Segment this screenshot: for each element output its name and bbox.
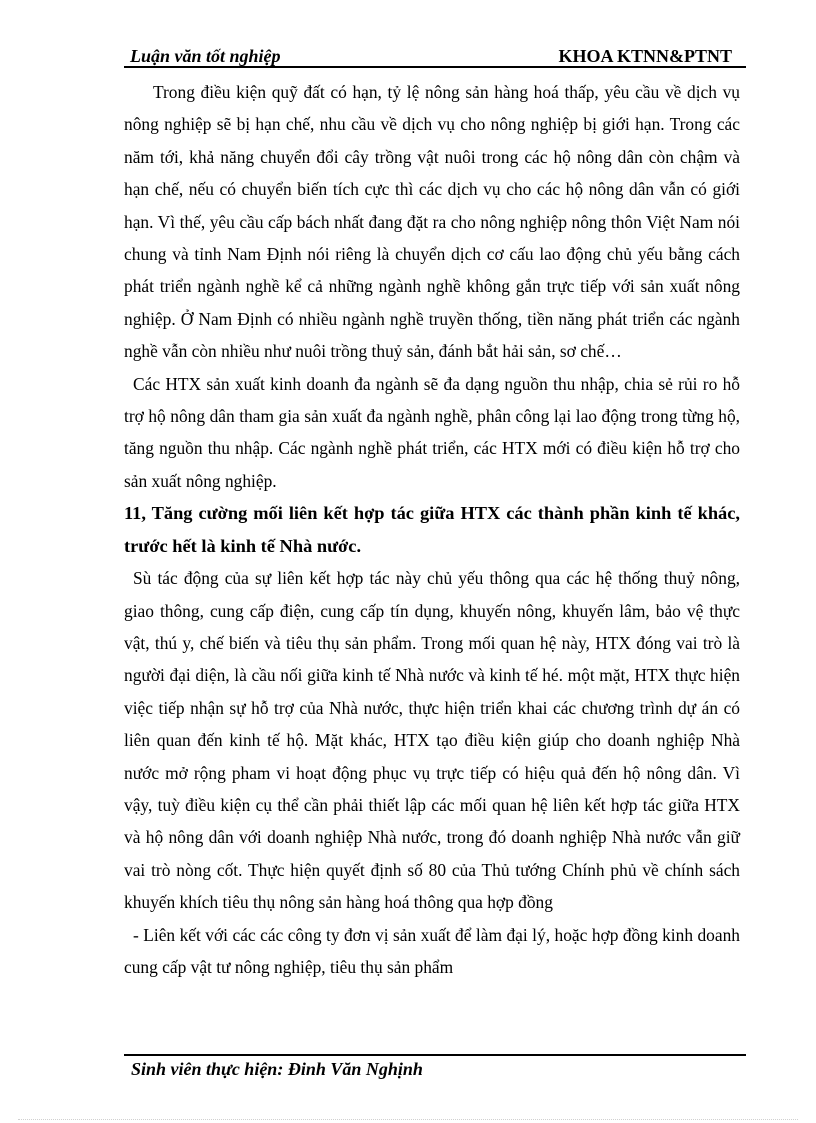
header-rule bbox=[124, 66, 746, 68]
body-paragraph-4: - Liên kết với các các công ty đơn vị sản xuất để làm đại lý, hoặc hợp đồng kinh doanh cung cấp vật tư nông nghiệp, tiêu thụ sản phẩm bbox=[124, 924, 740, 977]
page-edge-divider bbox=[18, 1119, 798, 1120]
footer-author: Sinh viên thực hiện: Đinh Văn Nghịnh bbox=[131, 1059, 423, 1079]
header-thesis-title: Luận văn tốt nghiệp bbox=[130, 46, 281, 66]
page-body bbox=[124, 76, 740, 983]
section-heading: 11, Tăng cường mối liên kết hợp tác giữa HTX các thành phần kinh tế khác, trước hết là kinh tế Nhà nước. bbox=[124, 503, 740, 556]
body-paragraph-3: Sù tác động của sự liên kết hợp tác này chủ yếu thông qua các hệ thống thuỷ nông, giao thông, cung cấp điện, cung cấp tín dụng, khuyến nông, khuyến lâm, bảo vệ thực vật, thú y, chế biến và tiêu thụ sản phẩm. Trong mối quan hệ này, HTX đóng vai trò là người đại diện, là cầu nối giữa kinh tế Nhà nước và kinh tế hé. một mặt, HTX thực hiện việc tiếp nhận sự hỗ trợ của Nhà nước, thực hiện triển khai các chương trình dự án có liên quan đến kinh tế hộ. Mặt khác, HTX tạo điều kiện giúp cho doanh nghiệp Nhà nước mở rộng pham vi hoạt động phục vụ trực tiếp có hiệu quả đến hộ nông dân. Vì vậy, tuỳ điều kiện cụ thể cần phải thiết lập các mối quan hệ liên kết hợp tác giữa HTX và hộ nông dân với doanh nghiệp Nhà nước, trong đó doanh nghiệp Nhà nước vẫn giữ vai trò nòng cốt. Thực hiện quyết định số 80 của Thủ tướng Chính phủ về chính sách khuyến khích tiêu thụ nông sản hàng hoá thông qua hợp đồng bbox=[124, 568, 740, 913]
header-faculty: KHOA KTNN&PTNT bbox=[558, 46, 732, 66]
body-paragraph-1: Trong điều kiện quỹ đất có hạn, tỷ lệ nông sản hàng hoá thấp, yêu cầu về dịch vụ nông nghiệp sẽ bị hạn chế, nhu cầu về dịch vụ cho nông nghiệp bị giới hạn. Trong các năm tới, khả năng chuyển đổi cây trồng vật nuôi trong các hộ nông dân còn chậm và hạn chế, nếu có chuyển biến tích cực thì các dịch vụ cho các hộ nông dân vẫn có giới hạn. Vì thế, yêu cầu cấp bách nhất đang đặt ra cho nông nghiệp nông thôn Việt Nam nói chung và tỉnh Nam Định nói riêng là chuyển dịch cơ cấu lao động chủ yếu bằng cách phát triển ngành nghề kể cả những ngành nghề không gắn trực tiếp với sản xuất nông nghiệp. Ở Nam Định có nhiều ngành nghề truyền thống, tiền năng phát triển các ngành nghề vẫn còn nhiều như nuôi trồng thuỷ sản, đánh bắt hải sản, sơ chế… bbox=[124, 82, 740, 362]
page-header bbox=[124, 44, 746, 68]
body-paragraph-2: Các HTX sản xuất kinh doanh đa ngành sẽ đa dạng nguồn thu nhập, chia sẻ rủi ro hỗ trợ hộ nông dân tham gia sản xuất đa ngành nghề, phân công lại lao động trong từng hộ, tăng nguồn thu nhập. Các ngành nghề phát triển, các HTX mới có điều kiện hỗ trợ cho sản xuất nông nghiệp. bbox=[124, 373, 740, 491]
footer-rule bbox=[124, 1054, 746, 1056]
